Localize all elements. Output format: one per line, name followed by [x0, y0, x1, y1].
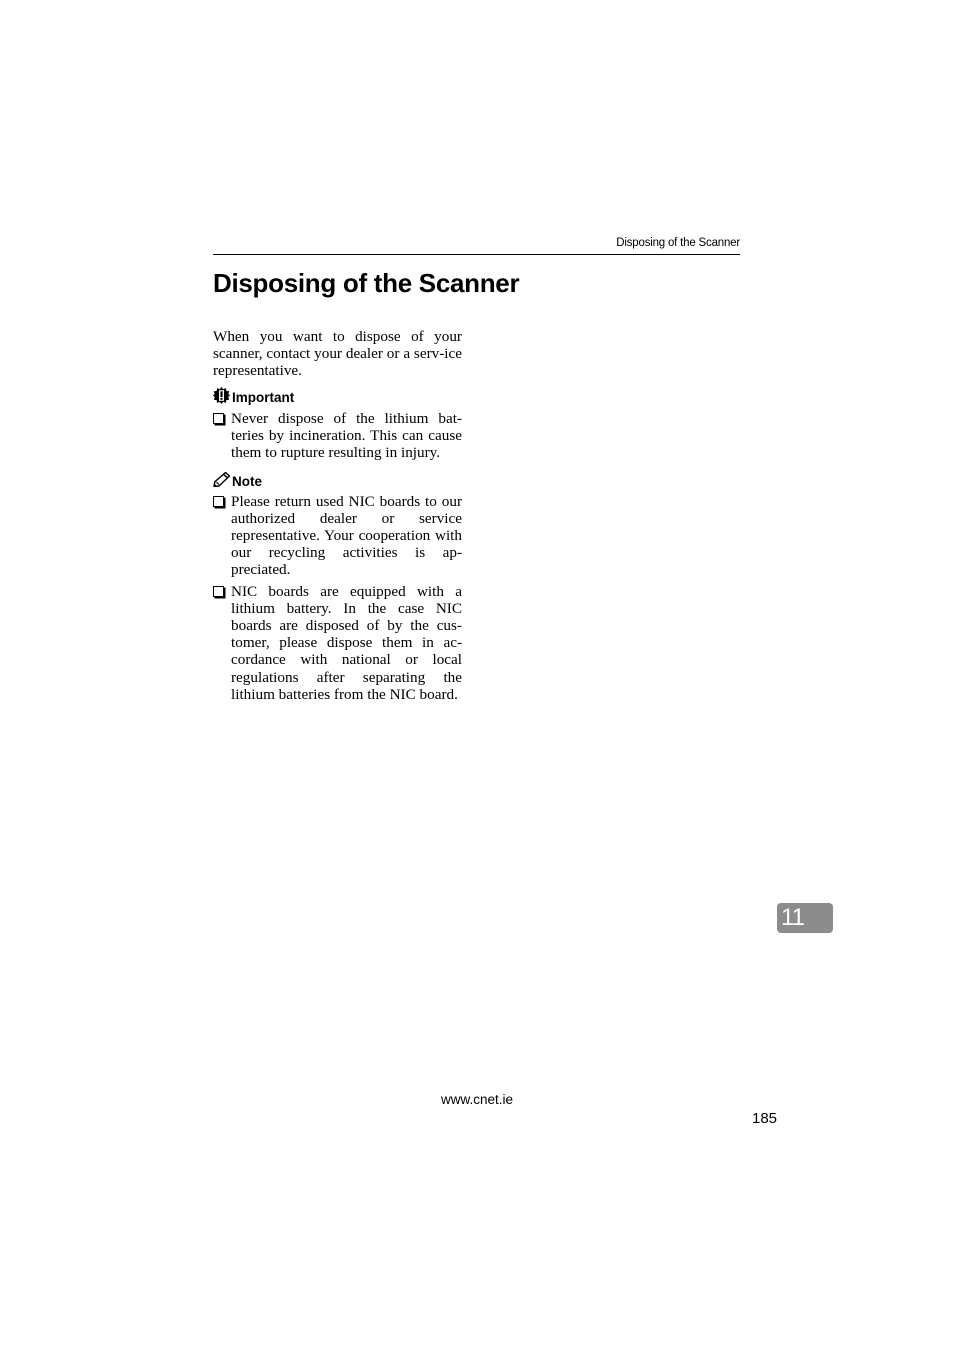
page-number: 185 — [752, 1110, 778, 1127]
important-label: Important — [232, 390, 295, 406]
footer-url: www.cnet.ie — [440, 1092, 514, 1107]
main-column — [213, 328, 462, 703]
running-header — [213, 237, 740, 255]
important-icon — [213, 387, 230, 408]
intro-paragraph: When you want to dispose of your scanner, contact your dealer or a serv-ice representative. — [213, 328, 462, 380]
important-heading — [213, 387, 462, 408]
checkbox-bullet-icon — [213, 413, 224, 424]
important-item-text: Never dispose of the lithium bat-teries by incineration. This can cause them to rupture resulting in injury. — [231, 410, 462, 462]
chapter-tab: 11 — [777, 903, 833, 933]
note-item — [213, 583, 462, 703]
checkbox-bullet-icon — [213, 496, 224, 507]
important-item — [213, 410, 462, 461]
pencil-icon — [213, 472, 230, 491]
note-item-text: Please return used NIC boards to our authorized dealer or service representative. Your cooperation with our recycling activities is ap-preciated. — [231, 492, 462, 578]
checkbox-bullet-icon — [213, 586, 224, 597]
running-header-title: Disposing of the Scanner — [616, 237, 740, 249]
page-title: Disposing of the Scanner — [213, 268, 520, 298]
note-label: Note — [232, 473, 262, 489]
note-item — [213, 493, 462, 578]
note-heading — [213, 472, 462, 491]
note-item-text: NIC boards are equipped with a lithium battery. In the case NIC boards are disposed of by the cus-tomer, please dispose them in ac-cordance with national or local regulations after separating the lithium batteries from the NIC board. — [231, 583, 462, 703]
